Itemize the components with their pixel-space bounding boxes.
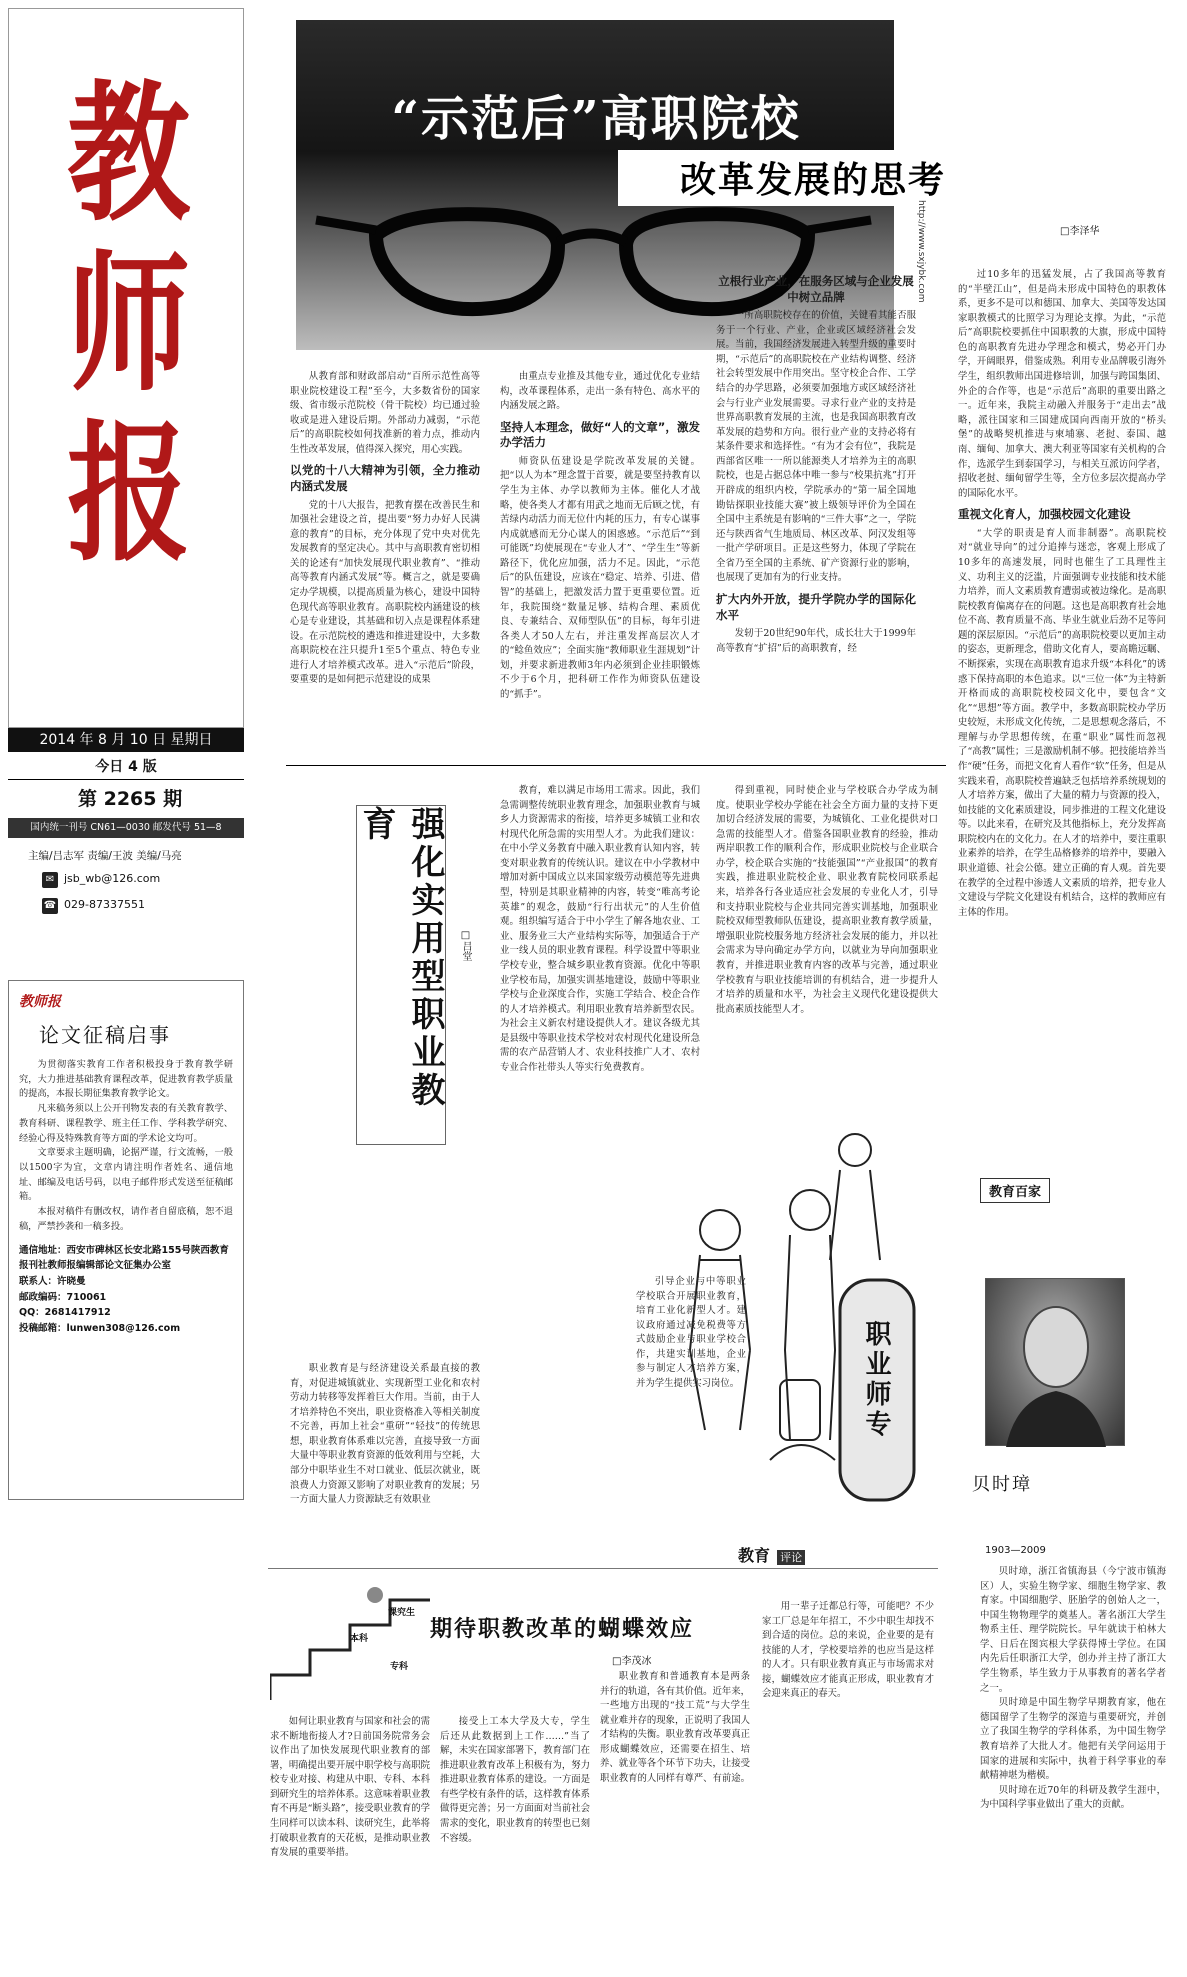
column-body: 贝时璋，浙江省镇海县（今宁波市镇海区）人，实验生物学家、细胞生物学家、教育家。中国细胞学、胚胎学的创始人之一，中国生物物理学的奠基人。著名浙江大学生物系主任、理学院院长。早年就读于柏林大学、日后在图宾根大学获得博士学位。在国内先后任职浙江大学，创办并主持了浙江大学生物系，毕生致力于从事教育的著名学者之一。 贝时璋是中国生物学早期教育家，他在德国留学了生物学的深造与重要研究，并创立了我国生物学的学科体系，为中国生物学教育培养了大批人才。他把有关学问运用于国家的进展和实际中，执着于科学事业的奉献精神堪为楷模。 贝时璋在近70年的科研及教学生涯中，为中国科学事业做出了重大的贡献。 — [980, 1566, 1166, 1811]
portrait-name: 贝时璋 — [972, 1474, 1032, 1495]
commentary-col1: 如何让职业教育与国家和社会的需求不断地衔接人才?日前国务院常务会议作出了加快发展现代职业教育的部署，明确提出要开展中职学校与高职院校专业对接、构建从中职、专科、本科到研究生的培养体系。这意味着职业教育不再是“断头路”，接受职业教育的学生同样可以读本科、读研究生，此举将打破职业教育的天花板，是推动职业教育发展的重要举措。 — [270, 1716, 430, 1859]
commentary-badge: 教育 评论 — [738, 1543, 830, 1577]
article2-col2: 得到重视，同时使企业与学校联合办学成为制度。使职业学校办学能在社会全方面力量的支持下更加切合经济发展的需要，为城镇化、工业化提供对口急需的技能型人才。借鉴各国职业教育的经验，推动两岸职教工作的顺利合作，形成职业院校与企业联合办学，校企联合实施的“技能强国”“产业报国”的教育实践，推进职业院校企业、职业教育院校同联系起来，培养各行各业适应社会发展的专业化人才，引导和支持职业院校与企业共同完善实训基地，加强职业院校双师型教师队伍建设，提高职业教育教学质量，增强职业院校服务地方经济社会发展的能力，并以社会需求为导向确定办学方向，以就业为导向加强职业教育，并推进职业教育内容的改革与完善，通过职业学校教育与职业技能培训的有机结合，进一步提升人才培养的质量和水平，为社会主义现代化建设提供大批高素质技能型人才。 — [716, 785, 938, 1015]
notice-email[interactable]: 投稿邮箱：lunwen308@126.com — [19, 1322, 181, 1334]
email-icon: ✉ — [42, 872, 58, 888]
masthead-title: 教师报 — [67, 66, 187, 582]
commentary-col2: 接受上工本大学及大专，学生后还从此数据到上工作……”当了解，未实在国家部署下，教育部门在推进职业教育改革上积极有为，努力推进职业教育体系的建设。一方面是有些学校有条件的话，这样教育体系做得更完善；另一方面面对当前社会需求的变化，职业教育的转型也已刻不容缓。 — [440, 1716, 590, 1844]
portrait-photo — [985, 1278, 1125, 1446]
headline-title-line2: 改革发展的思考 — [680, 160, 947, 201]
article2-title: 强化实用型职业教育 — [356, 806, 445, 1110]
article1-heading4: 重视文化育人，加强校园文化建设 — [958, 507, 1131, 522]
stairs-label-1: 本科 — [350, 1634, 369, 1644]
masthead-editors: 主编/吕志军 责编/王波 美编/马亮 — [28, 850, 182, 862]
column-label: 教育百家 — [980, 1178, 1050, 1203]
article1-col4: 过10多年的迅猛发展，占了我国高等教育的“半壁江山”，但是尚未形成中国特色的职教体系，更多不是可以和德国、加拿大、美国等发达国家职教模式的比照学习为理论支撑。为此，“示范后”高职院校要抓住中国职教的大旗，形成中国特色的高职教育先进办学理念和模式，势必开门办学，开阔眼界，借鉴成熟。利用专业品牌吸引海外学生，组织教师出国进修培训，加强与跨国集团、外企的合作等，也是“示范后”高职的重要出路之一。近年来，我院主动融入并服务于“走出去”战略，派往国家和三国建成国向西南开放的“桥头堡”的战略契机推进与柬埔寨、老挝、泰国、越南、缅甸、加拿大、澳大利亚等国家有关机构的合作，选派学生到泰国学习，与相关互派访问学者，招收老挝、缅甸留学生等，全方位多层次提高办学的国际化水平。 重视文化育人，加强校园文化建设 “大学的职责是育人而非制器”。高职院校对“就业导向”的过分追捧与迷恋，客观上形成了10多年的高速发展，同时也催生了工具理性主义、功利主义的泛滥，片面强调专业技能和技术能力培养，而人文素质教育遭弱或被边缘化。是高职院校教育偏离存在的问题。这也是高职教育社会地位不高、教育质量不高、毕业生就业后劲不足等问题的深层原因。“示范后”的高职院校要以更加主动的姿态，更新理念，借助文化育人，要高瞻远瞩、不断探索，实现在高职教育追求升级“本科化”的诱惑下保持高职的本色追求。以“三位一体”为主特新开格而成的高职院校校园文化中，要包含“文化”“思想”等方面。教学中，多数高职院校办学历史较短，未形成文化传统，二是思想观念落后，不理解与办学思想传统，在重“职业”属性而忽视了“高教”属性；三是激励机制不够。把技能培养当作“硬”任务，而把文化育人看作“软”任务，但是从实践来看，高职院校普遍缺乏包括培养系统规划的人才培养方案，做出了大量的精力与资源的投入，如技能的文化素质建设，同步推进的工程文化建设等。以此来看，在研究及其他指标上，充分发挥高职院校内在的文化力。在人才的培养中，要注重职业素养的培养，在学生品格修养的培养中，要融入职业道德、社会公德。建立正确的育人观。首先要在教学的全过程中渗透人文素质的培养，把专业人文建设与学院文化建设有机结合，这样的教师应有主体的作用。 — [958, 269, 1166, 918]
article1-heading1: 以党的十八大精神为引领，全力推动内涵式发展 — [290, 463, 480, 493]
headline-author: □李泽华 — [1060, 226, 1100, 237]
notice-box: 教师报 论文征稿启事 为贯彻落实教育工作者积极投身于教育教学研究，大力推进基础教育课程改革，促进教育教学质量的提高，本报长期征集教育教学论文。 凡来稿务须以上公开刊物发表的有关教育教学、教育科研、课程教学、班主任工作、学科教学研究、经验心得及特殊教育等方面的学术论文均可。 文章要求主题明确，论据严谨，行文流畅，一般以1500字为宜，文章内请注明作者姓名、通信地址、邮编及电话号码，以电子邮件形式发送至征稿邮箱。 本报对稿件有删改权，请作者自留底稿，恕不退稿，严禁抄袭和一稿多投。 通信地址：西安市碑林区长安北路155号陕西教育报刊社教师报编辑部论文征集办公室 联系人：许晓曼 邮政编码：710061 QQ：2681417912 投稿邮箱：lunwen308@126.com — [8, 980, 244, 1500]
phone-icon: ☎ — [42, 898, 58, 914]
masthead-edition: 今日 4 版 — [95, 759, 157, 775]
masthead-date: 2014 年 8 月 10 日 星期日 — [8, 728, 244, 752]
commentary-col3: 职业教育和普通教育本是两条并行的轨道，各有其价值。近年来，一些地方出现的“技工荒”与大学生就业难并存的现象，正说明了我国人才结构的失衡。职业教育改革要真正形成蝴蝶效应，还需要在招生、培养、就业等各个环节下功夫，让接受职业教育的人同样有尊严、有前途。 — [600, 1671, 750, 1785]
masthead-email[interactable]: ✉ jsb_wb@126.com — [8, 872, 244, 888]
stairs-label-2: 专科 — [390, 1662, 409, 1672]
stairs-label-3: 课究生 — [388, 1608, 416, 1618]
article2-col1: 教育，难以满足市场用工需求。因此，我们急需调整传统职业教育理念，加强职业教育与城乡人力资源需求的衔接，培养更多城镇工业和农村现代化所急需的实用型人才。为此我们建议：在中小学义务教育中融入职业教育认知内容，转变对职业教育的传统认识。建议在中小学教材中增加对新中国成立以来国家级劳动模范等先进典型，特别是其职业精神的内容，转变“唯高考论英雄”的观念，鼓励“行行出状元”的人生价值观。组织编写适合于中小学生了解各地农业、工业、服务业三大产业结构实际等，加强适合于产业一线人员的职业教育课程。科学设置中等职业学校专业，整合城乡职业教育资源。优化中等职业学校布局，加强实训基地建设，鼓励中等职业学校与企业深度合作，实施工学结合、校企合作的人才培养模式。利用职业教育培养新型农民。为社会主义新农村建设提供人才。建议各级尤其是县级中等职业技术学校对农村现代化建设所急需的农产品营销人才、农业科技推广人才、农村专业合作社带头人等实行免费教育。 — [500, 785, 700, 1073]
article1-col2: 由重点专业推及其他专业，通过优化专业结构，改革课程体系，走出一条有特色、高水平的内涵发展之路。 坚持人本理念，做好“人的文章”，激发办学活力 师资队伍建设是学院改革发展的关键。把“以人为本”理念置于首要，就是要坚持教育以学生为主体、办学以教师为主体。催化人才战略，使各类人才都有用武之地而无后顾之忧，有苦绿内动活力而无位什内耗的压力，有专心谋事内成就感而无分心谋人的困惑感。“示范后”“到可能既”均使展现在“专业人才”、“学生生”等新路径下，优化应加强，活力不足。因此，“示范后”的队伍建设，应该在“稳定、培养、引进、借智”的基础上，把激发活力置于更重要位置。近年，我院围绕“数量足够、结构合理、素质优良、专兼结合、双师型队伍”的目标，每年引进各类人才50人左右，并注重发挥高层次人才的“鲶鱼效应”；全面实施“教师职业生涯规划”计划，并要求新进教师3年内必须到企业挂职锻炼不少于6个月，把科研工作作为师资队伍建设的“抓手”。 — [500, 371, 700, 701]
cartoon-sign: 职业师专 — [861, 1320, 891, 1440]
commentary-title: 期待职教改革的蝴蝶效应 — [430, 1616, 695, 1642]
portrait-years: 1903—2009 — [985, 1545, 1046, 1556]
masthead — [8, 8, 244, 728]
article2-author: □吕堂 — [460, 930, 471, 961]
masthead-phone: ☎ 029-87337551 — [8, 898, 244, 914]
article1-col1: 从教育部和财政部启动“百所示范性高等职业院校建设工程”至今，大多数省份的国家级、省市级示范院校（骨干院校）均已通过验收或是进入建设后期。外部动力减弱，“示范后”的高职院校如何找准新的着力点，推动内生性改革发展，值得深入探究，用心实践。 以党的十八大精神为引领，全力推动内涵式发展 党的十八大报告，把教育摆在改善民生和加强社会建设之首，提出要“努力办好人民满意的教育”的目标，充分体现了党中央对优先发展教育的坚定决心。其中与高职教育密切相关的论述有“加快发展现代职业教育”、“推动高等教育内涵式发展”等。概言之，就是要确定办学规模，以提高质量为核心，建设中国特色现代高等职业教育。高职院校内涵建设的核心是专业建设，其基础和切入点是课程体系建设。在示范院校的遴选和推进建设中，大多数高职院校在注只提升1至5个重点、特色专业进行人才培养模式改革。进入“示范后”阶段，要重要的是如何把示范建设的成果 — [290, 371, 480, 686]
notice-qq: QQ：2681417912 — [19, 1307, 111, 1319]
article2-col3: 引导企业与中等职业学校联合开展职业教育，培育工业化新型人才。建议政府通过减免税费等方式鼓励企业与职业学校合作，共建实训基地，企业参与制定人才培养方案，并为学生提供实习岗位。 — [636, 1276, 746, 1390]
article1-col3: 立根行业产业，在服务区域与企业发展中树立品牌 一所高职院校存在的价值，关键看其能否服务于一个行业、产业，企业或区域经济社会发展。当前，我国经济发展进入转型升级的重要时期，“示范后”的高职院校在产业结构调整、经济社会转型发展中作用突出。坚守校企合作、工学结合的办学思路，必须要加强地方或区域经济社会与行业产业发展需要。寻求行业产业的支持是世界高职教育发展的主流，也是我国高职教育改革发展的趋势和方向。很行业产业的支持必将有某条件要求和选择性。“有为才会有位”，我院是西部省区唯一一所以能源类人才培养为主的高职院校，也是占据总体中唯一参与“校果抗兆”打开开辟成的组织内校，学院承办的“第一届全国地勘钻探职业技能大赛”被上级领导评价为全国在全国中主系统是有影响的“三件大事”之一，学院还与陕西省气生地质局、林区改革、阿汉发组等一批产学研项目。正是这些努力，体现了学院在全省乃至全国的主系统、矿产资源行业的影响，也展现了更加有为的行业支持。 扩大内外开放，提升学院办学的国际化水平 发轫于20世纪90年代，成长壮大于1999年高等教育“扩招”后的高职教育，经 — [716, 274, 916, 654]
masthead-serial: 国内统一刊号 CN61—0030 邮发代号 51—8 — [8, 818, 244, 838]
website-url[interactable]: http://www.sxjybk.com — [916, 200, 926, 303]
cartoon-illustration — [660, 1090, 942, 1580]
article2-title-box — [356, 805, 446, 1145]
notice-logo: 教师报 — [19, 994, 61, 1010]
stairs-illustration — [270, 1575, 430, 1705]
commentary-author: □李茂冰 — [612, 1656, 652, 1667]
article1-heading2: 坚持人本理念，做好“人的文章”，激发办学活力 — [500, 419, 700, 450]
headline-title-line1: “示范后”高职院校 — [391, 91, 801, 147]
article2-col-left: 职业教育是与经济建设关系最直接的教育，对促进城镇就业、实现新型工业化和农村劳动力转移等发挥着巨大作用。当前，由于人才培养特色不突出，职业资格准入等相关制度不完善，再加上社会“重研”“轻技”的传统思想，职业教育体系难以完善，直接导致一方面大量中等职业教育资源的低效利用与空耗，大部分中职毕业生不对口就业、低层次就业，既浪费人力资源又影响了对职业教育的发展；另一方面大量人力资源缺乏有效职业 — [290, 1363, 480, 1506]
portrait-icon — [986, 1279, 1126, 1447]
notice-address: 通信地址：西安市碑林区长安北路155号陕西教育报刊社教师报编辑部论文征集办公室 — [19, 1244, 229, 1272]
article1-col3-heading: 立根行业产业，在服务区域与企业发展中树立品牌 — [718, 274, 914, 304]
cartoon-drawing — [660, 1090, 942, 1580]
masthead-issue: 第 2265 期 — [78, 788, 183, 810]
notice-title: 论文征稿启事 — [39, 1023, 171, 1047]
notice-zip: 邮政编码：710061 — [19, 1291, 107, 1303]
notice-contact: 联系人：许晓曼 — [19, 1275, 86, 1287]
article1-heading3: 扩大内外开放，提升学院办学的国际化水平 — [716, 592, 916, 622]
commentary-col4: 用一辈子迁都总行等，可能吧？不少家工厂总是年年招工，不少中职生却找不到合适的岗位。总的来说，企业要的是有技能的人才，学校要培养的也应当是这样的人才。只有职业教育真正与市场需求对接，蝴蝶效应才能真正形成，职业教育才会迎来真正的春天。 — [762, 1601, 934, 1700]
